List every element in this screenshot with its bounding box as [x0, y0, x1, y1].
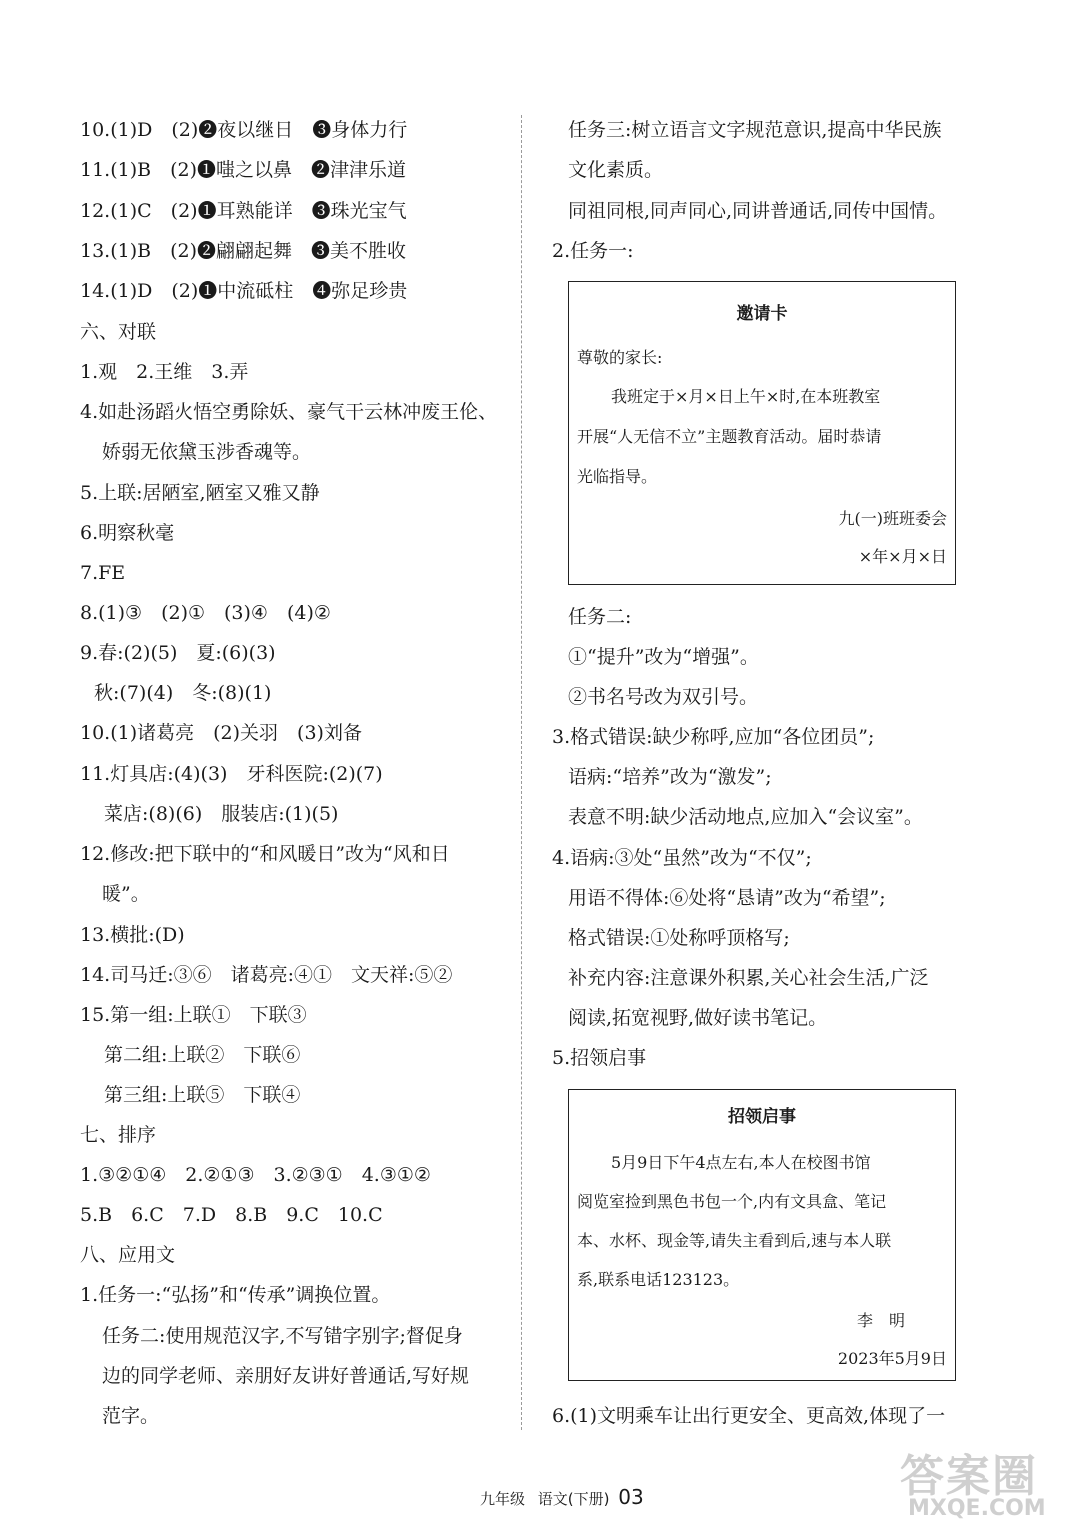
- answer-line: 阅读,拓宽视野,做好读书笔记。: [568, 1007, 828, 1029]
- footer-grade: 九年级: [480, 1490, 526, 1508]
- page-footer: [480, 1485, 644, 1509]
- answer-line: 同祖同根,同声同心,同讲普通话,同传中国情。: [568, 200, 948, 222]
- answer-line: 14.(1)D (2)❶中流砥柱 ❹弥足珍贵: [80, 280, 408, 302]
- answer-line: 12.(1)C (2)❶耳熟能详 ❸珠光宝气: [80, 200, 407, 222]
- answer-line: 5.B 6.C 7.D 8.B 9.C 10.C: [80, 1204, 383, 1226]
- answer-line: 用语不得体:⑥处将“恳请”改为“希望”;: [568, 887, 886, 909]
- answer-line: 第三组:上联⑤ 下联④: [104, 1084, 301, 1106]
- invitation-greeting: 尊敬的家长:: [577, 348, 663, 367]
- answer-line: 2.任务一:: [552, 240, 634, 262]
- answer-line: 第二组:上联② 下联⑥: [104, 1044, 301, 1066]
- answer-line: 11.(1)B (2)❶嗤之以鼻 ❷津津乐道: [80, 159, 407, 181]
- answer-line: 4.语病:③处“虽然”改为“不仅”;: [552, 847, 812, 869]
- answer-line: 格式错误:①处称呼顶格写;: [568, 927, 790, 949]
- invitation-body-line: 开展“人无信不立”主题教育活动。届时恭请: [577, 427, 882, 446]
- answer-line: 娇弱无依黛玉涉香魂等。: [102, 441, 312, 463]
- footer-subject: 语文(下册): [537, 1490, 610, 1508]
- answer-line: 任务二:使用规范汉字,不写错字别字;督促身: [102, 1325, 463, 1347]
- answer-line: 14.司马迁:③⑥ 诸葛亮:④① 文天祥:⑤②: [80, 964, 453, 986]
- invitation-body-line: 光临指导。: [577, 467, 658, 486]
- answer-line: ②书名号改为双引号。: [568, 686, 759, 708]
- answer-line: 1.③②①④ 2.②①③ 3.②③① 4.③①②: [80, 1164, 431, 1186]
- watermark-text: 答案圈: [900, 1451, 1038, 1502]
- answer-line: 菜店:(8)(6) 服装店:(1)(5): [104, 803, 339, 825]
- answer-line: 10.(1)D (2)❷夜以继日 ❸身体力行: [80, 119, 408, 141]
- answer-line: 6.明察秋毫: [80, 522, 175, 544]
- answer-line: 13.横批:(D): [80, 924, 185, 946]
- answer-line: 1.任务一:“弘扬”和“传承”调换位置。: [80, 1284, 391, 1306]
- answer-line: 4.如赴汤蹈火悟空勇除妖、豪气干云林冲废王伦、: [80, 401, 498, 423]
- answer-line: 边的同学老师、亲朋好友讲好普通话,写好规: [102, 1365, 470, 1387]
- section-heading: 六、对联: [80, 321, 157, 343]
- watermark-logo: [900, 1440, 1065, 1530]
- invitation-signer: 九(一)班班委会: [838, 509, 947, 528]
- notice-body-line: 本、水杯、现金等,请失主看到后,速与本人联: [577, 1231, 892, 1250]
- answer-line: 15.第一组:上联① 下联③: [80, 1004, 307, 1026]
- section-heading: 七、排序: [80, 1124, 157, 1146]
- notice-date: 2023年5月9日: [837, 1349, 947, 1368]
- answer-line: 12.修改:把下联中的“和风暖日”改为“风和日: [80, 843, 450, 865]
- notice-signer: 李 明: [857, 1311, 906, 1330]
- answer-line: ①“提升”改为“增强”。: [568, 646, 759, 668]
- notice-body-line: 阅览室捡到黑色书包一个,内有文具盒、笔记: [577, 1192, 887, 1211]
- notice-body-line: 系,联系电话123123。: [577, 1270, 740, 1289]
- answer-line: 1.观 2.王维 3.弄: [80, 361, 249, 383]
- invitation-card: [568, 281, 956, 585]
- answer-line: 文化素质。: [568, 159, 664, 181]
- watermark-url: MXQE.COM: [908, 1496, 1046, 1521]
- answer-line: 7.FE: [80, 562, 126, 584]
- answer-line: 范字。: [102, 1405, 160, 1427]
- notice-title: 招领启事: [728, 1107, 796, 1127]
- column-divider: [521, 115, 522, 1430]
- answer-line: 9.春:(2)(5) 夏:(6)(3): [80, 642, 276, 664]
- page-number: 03: [618, 1485, 644, 1509]
- answer-line: 任务二:: [568, 606, 632, 628]
- answer-line: 补充内容:注意课外积累,关心社会生活,广泛: [568, 967, 929, 989]
- answer-line: 表意不明:缺少活动地点,应加入“会议室”。: [568, 806, 923, 828]
- answer-line: 5.上联:居陋室,陋室又雅又静: [80, 482, 320, 504]
- answer-line: 3.格式错误:缺少称呼,应加“各位团员”;: [552, 726, 875, 748]
- lost-found-notice: [568, 1089, 956, 1381]
- answer-line: 语病:“培养”改为“激发”;: [568, 766, 772, 788]
- section-heading: 八、应用文: [80, 1244, 176, 1266]
- notice-body-line: 5月9日下午4点左右,本人在校图书馆: [611, 1153, 871, 1172]
- invitation-body-line: 我班定于×月×日上午×时,在本班教室: [611, 387, 881, 406]
- invitation-date: ×年×月×日: [858, 547, 947, 566]
- answer-line: 任务三:树立语言文字规范意识,提高中华民族: [568, 119, 942, 141]
- answer-line: 11.灯具店:(4)(3) 牙科医院:(2)(7): [80, 763, 383, 785]
- answer-line: 秋:(7)(4) 冬:(8)(1): [94, 682, 272, 704]
- invitation-title: 邀请卡: [736, 304, 788, 324]
- answer-line: 6.(1)文明乘车让出行更安全、更高效,体现了一: [552, 1405, 946, 1427]
- answer-line: 13.(1)B (2)❷翩翩起舞 ❸美不胜收: [80, 240, 407, 262]
- answer-line: 10.(1)诸葛亮 (2)关羽 (3)刘备: [80, 722, 362, 744]
- answer-line: 8.(1)③ (2)① (3)④ (4)②: [80, 602, 331, 624]
- answer-line: 5.招领启事: [552, 1047, 647, 1069]
- answer-line: 暖”。: [102, 883, 150, 905]
